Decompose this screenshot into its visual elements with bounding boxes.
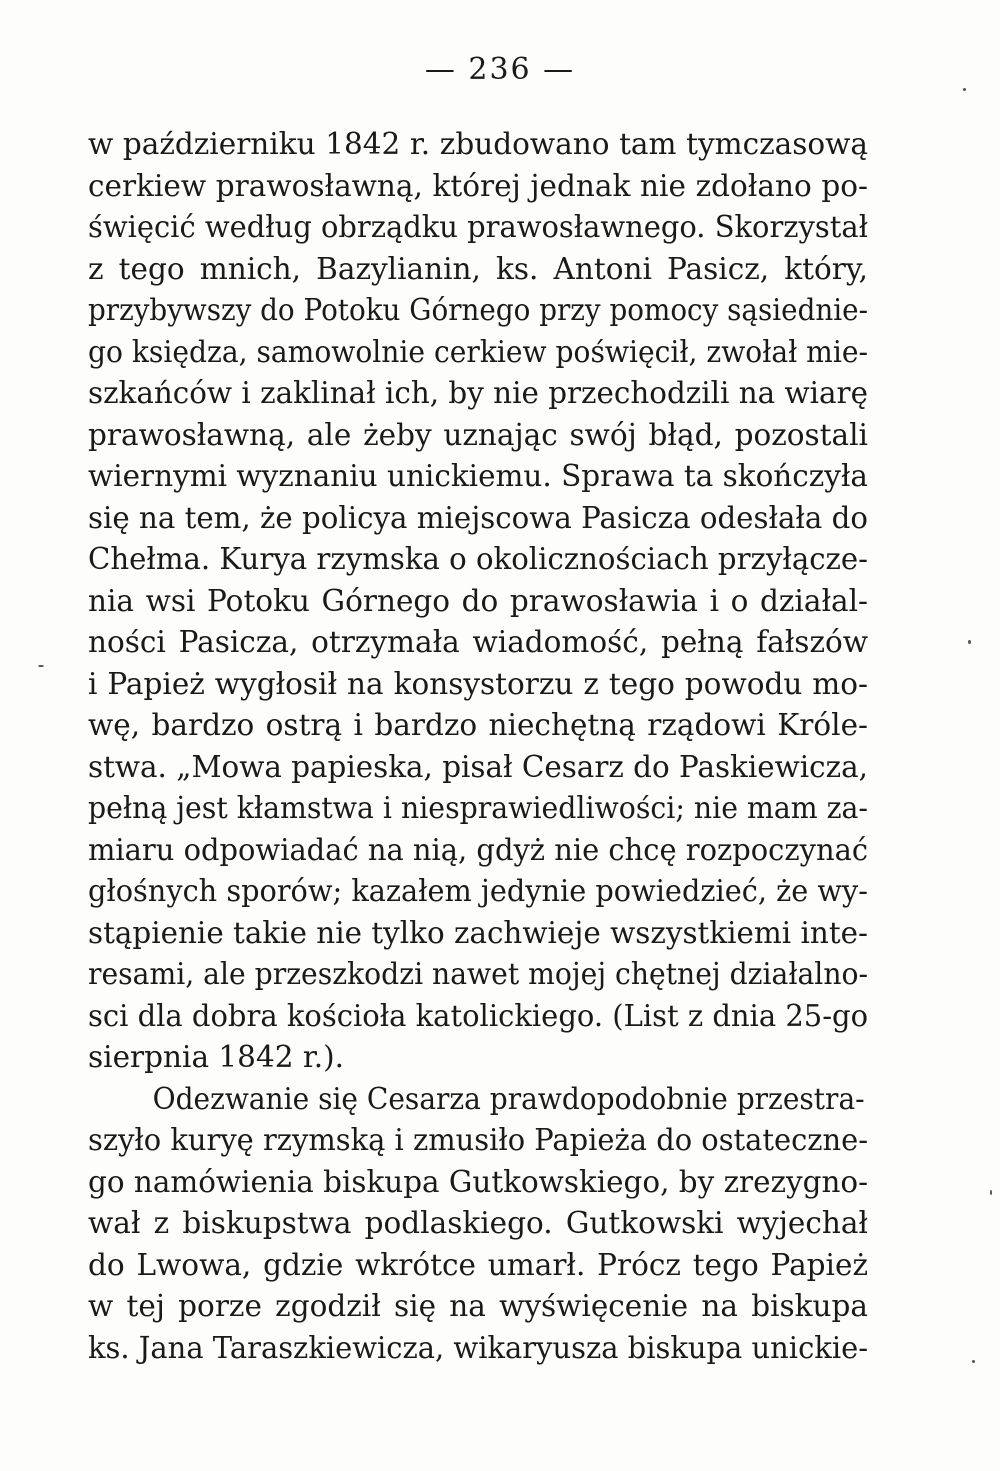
scan-speck — [972, 1360, 975, 1363]
text-line: święcić według obrządku prawosławnego. Skorzystał — [88, 210, 868, 244]
text-line: sci dla dobra kościoła katolickiego. (List z dnia 25-go — [88, 998, 869, 1033]
text-line: w tej porze zgodził się na wyświęcenie na biskupa — [88, 1289, 868, 1323]
text-line: i Papież wygłosił na konsystorzu z tego powodu mo- — [88, 666, 868, 701]
text-line: stwa. „Mowa papieska, pisał Cesarz do Paskiewicza, — [88, 749, 868, 784]
paragraph-start-line: Odezwanie się Cesarza prawdopodobnie przestra- — [152, 1081, 865, 1116]
text-line: ks. Jana Taraszkiewicza, wikaryusza biskupa unickie- — [88, 1330, 869, 1365]
text-line: resami, ale przeszkodzi nawet mojej chętnej działalno- — [88, 957, 869, 991]
scan-speck — [990, 1190, 992, 1195]
text-line: szyło kuryę rzymską i zmusiło Papieża do ostateczne- — [88, 1123, 869, 1157]
text-line: go księdza, samowolnie cerkiew poświęcił, zwołał mie- — [88, 334, 869, 369]
body-text — [88, 124, 868, 1369]
paragraph-end-line: sierpnia 1842 r.). — [88, 1040, 344, 1074]
text-line: go namówienia biskupa Gutkowskiego, by zrezygno- — [88, 1164, 869, 1199]
scan-speck — [38, 665, 44, 667]
page-number-header: — 236 — — [424, 52, 576, 87]
text-line: z tego mnich, Bazylianin, ks. Antoni Pasicz, który, — [88, 251, 868, 286]
text-line: prawosławną, ale żeby uznając swój błąd, pozostali — [88, 417, 868, 452]
text-line: Chełma. Kurya rzymska o okolicznościach przyłącze- — [88, 542, 869, 576]
text-line: się na tem, że policya miejscowa Pasicza odesłała do — [88, 500, 869, 535]
text-line: wiernymi wyznaniu unickiemu. Sprawa ta skończyła — [88, 459, 868, 493]
text-line: stąpienie takie nie tylko zachwieje wszystkiemi inte- — [88, 915, 868, 950]
text-line: wał z biskupstwa podlaskiego. Gutkowski wyjechał — [88, 1206, 868, 1240]
text-line: ności Pasicza, otrzymała wiadomość, pełną fałszów — [88, 625, 868, 659]
text-line: cerkiew prawosławną, której jednak nie zdołano po- — [88, 168, 868, 203]
scan-speck — [963, 88, 966, 91]
text-line: do Lwowa, gdzie wkrótce umarł. Prócz tego Papież — [88, 1247, 868, 1282]
text-line: wę, bardzo ostrą i bardzo niechętną rządowi Króle- — [88, 708, 868, 742]
scan-speck — [968, 640, 971, 644]
text-line: pełną jest kłamstwa i niesprawiedliwości; nie mam za- — [88, 791, 869, 825]
text-line: przybywszy do Potoku Górnego przy pomocy sąsiednie- — [88, 293, 869, 327]
text-line: głośnych sporów; kazałem jedynie powiedzieć, że wy- — [88, 874, 869, 908]
text-line: w październiku 1842 r. zbudowano tam tymczasową — [88, 127, 868, 161]
text-line: nia wsi Potoku Górnego do prawosławia i o działal- — [88, 583, 868, 618]
text-line: szkańców i zaklinał ich, by nie przechodzili na wiarę — [88, 376, 868, 410]
text-line: miaru odpowiadać na nią, gdyż nie chcę rozpoczynać — [88, 832, 869, 867]
